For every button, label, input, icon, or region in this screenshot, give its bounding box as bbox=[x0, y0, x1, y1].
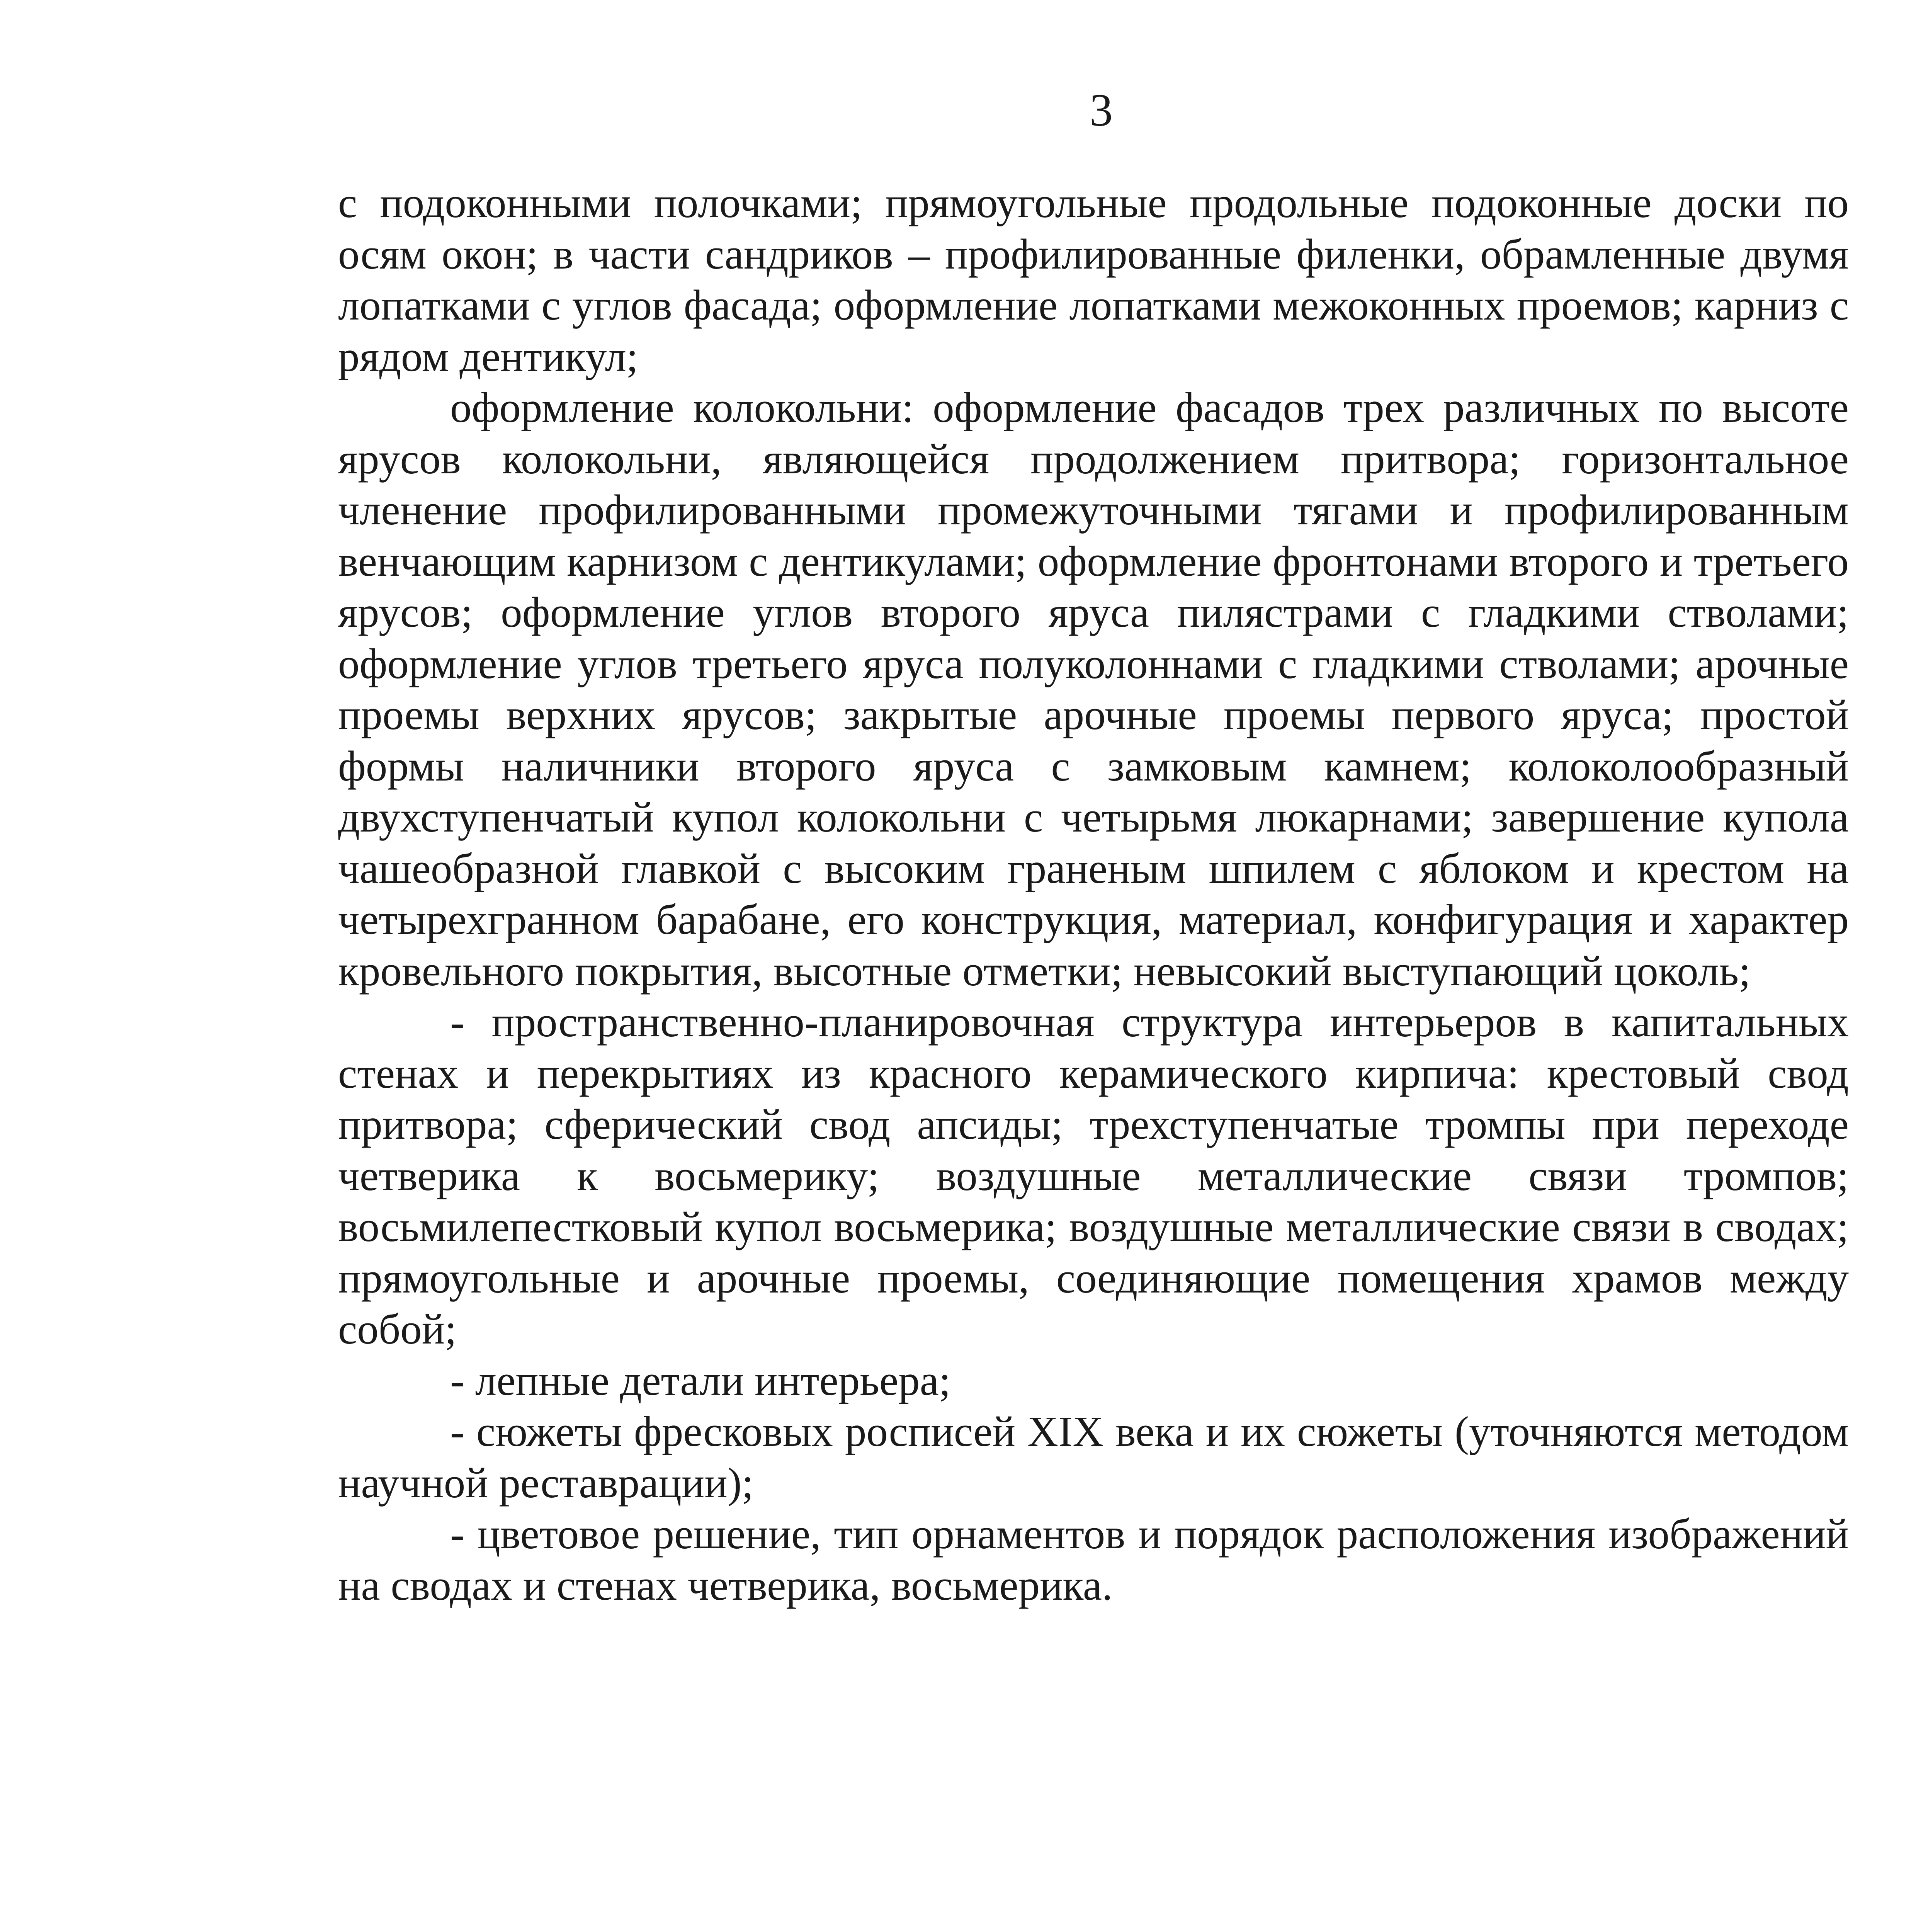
paragraph-interior-structure: - пространственно-планировочная структура интерьеров в капитальных стенах и перекрытиях из красного керамического кирпича: крестовый свод притвора; сферический свод апсиды; трехступенчатые тромпы при переходе четверика к восьмерику; воздушные металлические связи тромпов; восьмилепестковый купол восьмерика; воздушные металлические связи в сводах; прямоугольные и арочные проемы, соединяющие помещения храмов между собой; bbox=[338, 998, 1849, 1353]
paragraph-color-ornaments: - цветовое решение, тип орнаментов и порядок расположения изображений на сводах и стенах четверика, восьмерика. bbox=[338, 1510, 1849, 1609]
paragraph-fresco-subjects: - сюжеты фресковых росписей XIX века и их сюжеты (уточняются методом научной реставрации); bbox=[338, 1408, 1849, 1507]
page-number: 3 bbox=[1090, 84, 1113, 136]
paragraph-window-details: с подоконными полочками; прямоугольные продольные подоконные доски по осям окон; в части сандриков – профилированные филенки, обрамленные двумя лопатками с углов фасада; оформление лопатками межоконных проемов; карниз с рядом дентикул; bbox=[338, 179, 1849, 381]
document-body bbox=[338, 178, 1849, 1611]
paragraph-stucco-details: - лепные детали интерьера; bbox=[450, 1357, 951, 1405]
paragraph-bell-tower: оформление колокольни: оформление фасадов трех различных по высоте ярусов колокольни, являющейся продолжением притвора; горизонтальное членение профилированными промежуточными тягами и профилированным венчающим карнизом с дентикулами; оформление фронтонами второго и третьего ярусов; оформление углов второго яруса пилястрами с гладкими стволами; оформление углов третьего яруса полуколоннами с гладкими стволами; арочные проемы верхних ярусов; закрытые арочные проемы первого яруса; простой формы наличники второго яруса с замковым камнем; колоколообразный двухступенчатый купол колокольни с четырьмя люкарнами; завершение купола чашеобразной главкой с высоким граненым шпилем с яблоком и крестом на четырехгранном барабане, его конструкция, материал, конфигурация и характер кровельного покрытия, высотные отметки; невысокий выступающий цоколь; bbox=[338, 384, 1849, 995]
